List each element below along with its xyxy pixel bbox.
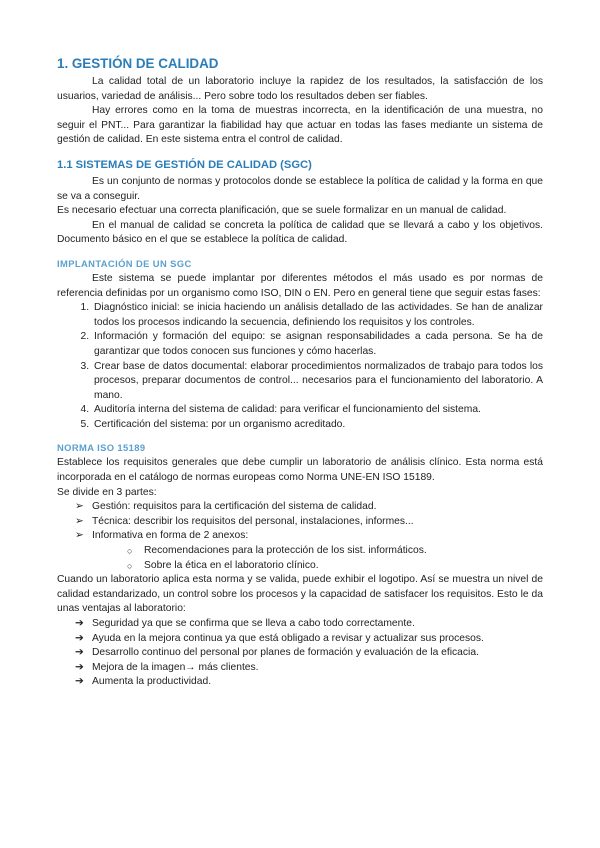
norma-paragraph-2: Se divide en 3 partes: [57,486,157,498]
parts-list [57,500,543,544]
advantages-list [57,617,543,690]
advantage-item [57,617,543,632]
advantage-text: Seguridad ya que se confirma que se lleva a cabo todo correctamente. [92,618,415,629]
document-body [57,55,543,690]
part-item [57,500,543,515]
intro-paragraph-2: Hay errores como en la toma de muestras incorrecta, en la identificación de una muestra, no seguir el PNT... Para garantizar la fiabilidad hay que actuar en todas las fases mediante un sistema de gestión de calidad. En este sistema entra el control de calidad. [57,105,543,146]
part-text: Informativa en forma de 2 anexos: [92,530,249,542]
advantage-item [57,646,543,661]
advantage-text: Desarrollo continuo del personal por planes de formación y evaluación de la eficacia. [92,647,479,659]
implantacion-paragraph: Este sistema se puede implantar por diferentes métodos el más usado es por normas de referencia definidas por un organismo como ISO, DIN o EN. Pero en general tiene que seguir estas fases: [57,272,543,299]
arrow-bullet-icon: ➔ [75,661,84,673]
intro-paragraph-1: La calidad total de un laboratorio incluye la rapidez de los resultados, la satisfacción de los usuarios, variedad de análisis... Pero sobre todo los resultados deben ser fiables. [57,76,543,102]
phase-item: 3. Crear base de datos documental: elaborar procedimientos normalizados de trabajo para todos los procesos, preparar documentos de control... necesarios para el funcionamiento del laboratorio. A mano. [92,360,543,404]
part-item [57,515,543,530]
phase-item: 5. Certificación del sistema: por un organismo acreditado. [92,418,543,433]
advantage-item [57,675,543,690]
arrowhead-bullet-icon: ➢ [75,530,84,542]
advantage-text: Ayuda en la mejora continua ya que está obligado a revisar y actualizar sus procesos. [92,632,484,644]
arrow-bullet-icon: ➔ [75,647,84,659]
annex-item [57,544,543,559]
advantage-item [57,661,543,676]
norma-heading: NORMA ISO 15189 [57,442,146,454]
arrowhead-bullet-icon: ➢ [75,515,84,527]
advantage-text: Mejora de la imagen→ más clientes. [92,661,259,673]
annex-text: Recomendaciones para la protección de los sist. informáticos. [144,545,427,557]
part-item [57,529,543,544]
norma-paragraph-3: Cuando un laboratorio aplica esta norma y se valida, puede exhibir el logotipo. Así se muestra un nivel de calidad estandarizado, un control sobre los procesos y la capacidad de satisfacer los requisitos. Esto le da unas ventajas al laboratorio: [57,574,543,615]
phases-list [57,301,543,432]
advantage-text: Aumenta la productividad. [92,676,212,688]
norma-paragraph-1: Establece los requisitos generales que debe cumplir un laboratorio de análisis clínico. Esta norma está incorporada en el catálogo de normas europeas como Norma UNE-EN ISO 15189. [57,457,543,484]
sgc-heading: 1.1 SISTEMAS DE GESTIÓN DE CALIDAD (SGC) [57,158,312,171]
section-title: 1. GESTIÓN DE CALIDAD [57,56,219,71]
phase-item: 4. Auditoría interna del sistema de calidad: para verificar el funcionamiento del sistema. [92,403,543,418]
annexes-list [57,544,543,573]
sgc-paragraph-3: En el manual de calidad se concreta la política de calidad que se llevará a cabo y los objetivos. Documento básico en el que se establece la política de calidad. [57,219,543,246]
annex-text: Sobre la ética en el laboratorio clínico. [144,559,319,571]
annex-item [57,559,543,574]
arrow-bullet-icon: ➔ [75,618,84,629]
part-text: Gestión: requisitos para la certificación del sistema de calidad. [92,501,377,513]
arrow-bullet-icon: ➔ [75,632,84,644]
phase-item: 1. Diagnóstico inicial: se inicia haciendo un análisis detallado de las actividades. Se han de analizar todos los procesos indicando la secuencia, definiendo los requisitos y los controles. [92,301,543,330]
implantacion-heading: IMPLANTACIÓN DE UN SGC [57,257,192,269]
circle-bullet-icon: ○ [127,560,133,571]
phase-item: 2. Información y formación del equipo: se asignan responsabilidades a cada persona. Se ha de garantizar que todos conocen sus funciones y cómo hacerlas. [92,330,543,359]
sgc-paragraph-1: Es un conjunto de normas y protocolos donde se establece la política de calidad y la forma en que se va a conseguir. [57,175,543,202]
sgc-paragraph-2: Es necesario efectuar una correcta planificación, que se suele formalizar en un manual de calidad. [57,205,507,217]
arrow-bullet-icon: ➔ [75,676,84,688]
circle-bullet-icon: ○ [127,546,133,557]
arrowhead-bullet-icon: ➢ [75,501,84,513]
advantage-item [57,632,543,647]
part-text: Técnica: describir los requisitos del personal, instalaciones, informes... [92,515,414,527]
